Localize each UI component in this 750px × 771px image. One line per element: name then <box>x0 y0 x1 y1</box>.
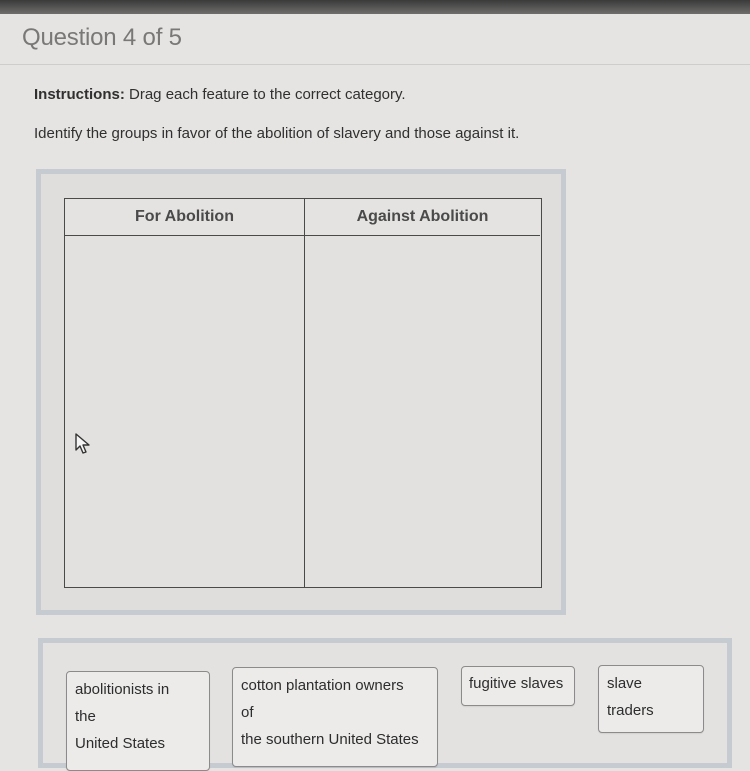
question-prompt: Identify the groups in favor of the abolition of slavery and those against it. <box>34 125 520 142</box>
tile-line: of <box>241 704 254 721</box>
instructions-label: Instructions: <box>34 86 125 103</box>
category-header-for-abolition: For Abolition <box>65 199 305 236</box>
draggable-tile-slave-traders[interactable] <box>598 665 704 733</box>
tile-line: the southern United States <box>241 731 419 748</box>
draggable-tile-fugitive-slaves[interactable] <box>461 666 575 706</box>
tile-line: fugitive slaves <box>469 675 564 692</box>
drop-zone-for-abolition[interactable] <box>65 236 305 587</box>
header-divider <box>0 64 750 65</box>
mouse-pointer-icon <box>74 432 92 454</box>
drop-zone-against-abolition[interactable] <box>305 236 540 587</box>
category-table <box>64 198 542 588</box>
top-bezel <box>0 0 750 14</box>
category-header-against-abolition: Against Abolition <box>305 199 540 236</box>
tile-line: slave <box>607 675 643 692</box>
draggable-tile-abolitionists[interactable] <box>66 671 210 771</box>
instructions <box>34 86 406 103</box>
tile-line: traders <box>607 702 654 719</box>
tile-line: abolitionists in <box>75 681 170 698</box>
instructions-text: Drag each feature to the correct category. <box>129 86 406 103</box>
tile-line: United States <box>75 735 166 752</box>
tile-line: the <box>75 708 96 725</box>
question-counter: Question 4 of 5 <box>22 24 182 51</box>
draggable-tile-cotton-plantation-owners[interactable] <box>232 667 438 767</box>
tile-line: cotton plantation owners <box>241 677 404 694</box>
